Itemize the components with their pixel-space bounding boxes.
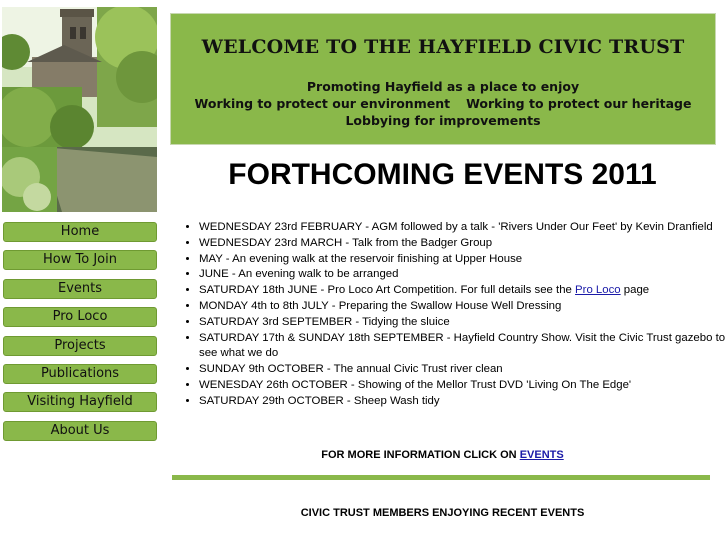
page-title: FORTHCOMING EVENTS 2011 [228, 158, 657, 191]
tagline-protect-row [171, 95, 715, 112]
more-information: FOR MORE INFORMATION CLICK ON EVENTS [321, 449, 564, 461]
list-item: • MONDAY 4th to 8th JULY - Preparing the Swallow House Well Dressing [199, 299, 727, 315]
list-item: • JUNE - An evening walk to be arranged [199, 267, 727, 283]
list-item: • SATURDAY 17th & SUNDAY 18th SEPTEMBER - Hayfield Country Show. Visit the Civic Trust gazebo to see what we do [199, 331, 727, 363]
tagline-lobbying: Lobbying for improvements [345, 113, 541, 128]
list-item: • SATURDAY 3rd SEPTEMBER - Tidying the sluice [199, 315, 727, 331]
nav-about-us[interactable]: About Us [3, 421, 157, 441]
events-list [184, 220, 727, 410]
list-item: • WEDNESDAY 23rd MARCH - Talk from the Badger Group [199, 236, 727, 252]
nav-visiting-hayfield[interactable]: Visiting Hayfield [3, 392, 157, 412]
nav-publications[interactable]: Publications [3, 364, 157, 384]
section-divider [172, 475, 710, 480]
list-item: • SATURDAY 18th JUNE - Pro Loco Art Competition. For full details see the Pro Loco page [199, 283, 727, 299]
list-item: • WENESDAY 26th OCTOBER - Showing of the Mellor Trust DVD 'Living On The Edge' [199, 378, 727, 394]
list-item: • SATURDAY 29th OCTOBER - Sheep Wash tidy [199, 394, 727, 410]
list-item: • SUNDAY 9th OCTOBER - The annual Civic Trust river clean [199, 362, 727, 378]
nav-home[interactable]: Home [3, 222, 157, 242]
nav-events[interactable]: Events [3, 279, 157, 299]
pro-loco-link[interactable]: Pro Loco [575, 284, 621, 297]
list-item: • WEDNESDAY 23rd FEBRUARY - AGM followed by a talk - 'Rivers Under Our Feet' by Kevin Dranfield [199, 220, 727, 236]
main-navigation [3, 222, 157, 449]
events-link[interactable]: EVENTS [519, 449, 564, 461]
tagline-promoting: Promoting Hayfield as a place to enjoy [306, 79, 580, 94]
welcome-banner [170, 13, 716, 145]
tagline-heritage: Working to protect our heritage [466, 96, 692, 111]
list-item: • MAY - An evening walk at the reservoir finishing at Upper House [199, 252, 727, 268]
banner-title: WELCOME TO THE HAYFIELD CIVIC TRUST [201, 36, 685, 58]
tagline-environment: Working to protect our environment [194, 96, 451, 111]
banner-taglines [171, 78, 715, 129]
nav-pro-loco[interactable]: Pro Loco [3, 307, 157, 327]
nav-how-to-join[interactable]: How To Join [3, 250, 157, 270]
church-photo-image [2, 7, 157, 212]
photo-section-caption: CIVIC TRUST MEMBERS ENJOYING RECENT EVENTS [300, 507, 585, 519]
nav-projects[interactable]: Projects [3, 336, 157, 356]
church-photo [2, 7, 157, 212]
